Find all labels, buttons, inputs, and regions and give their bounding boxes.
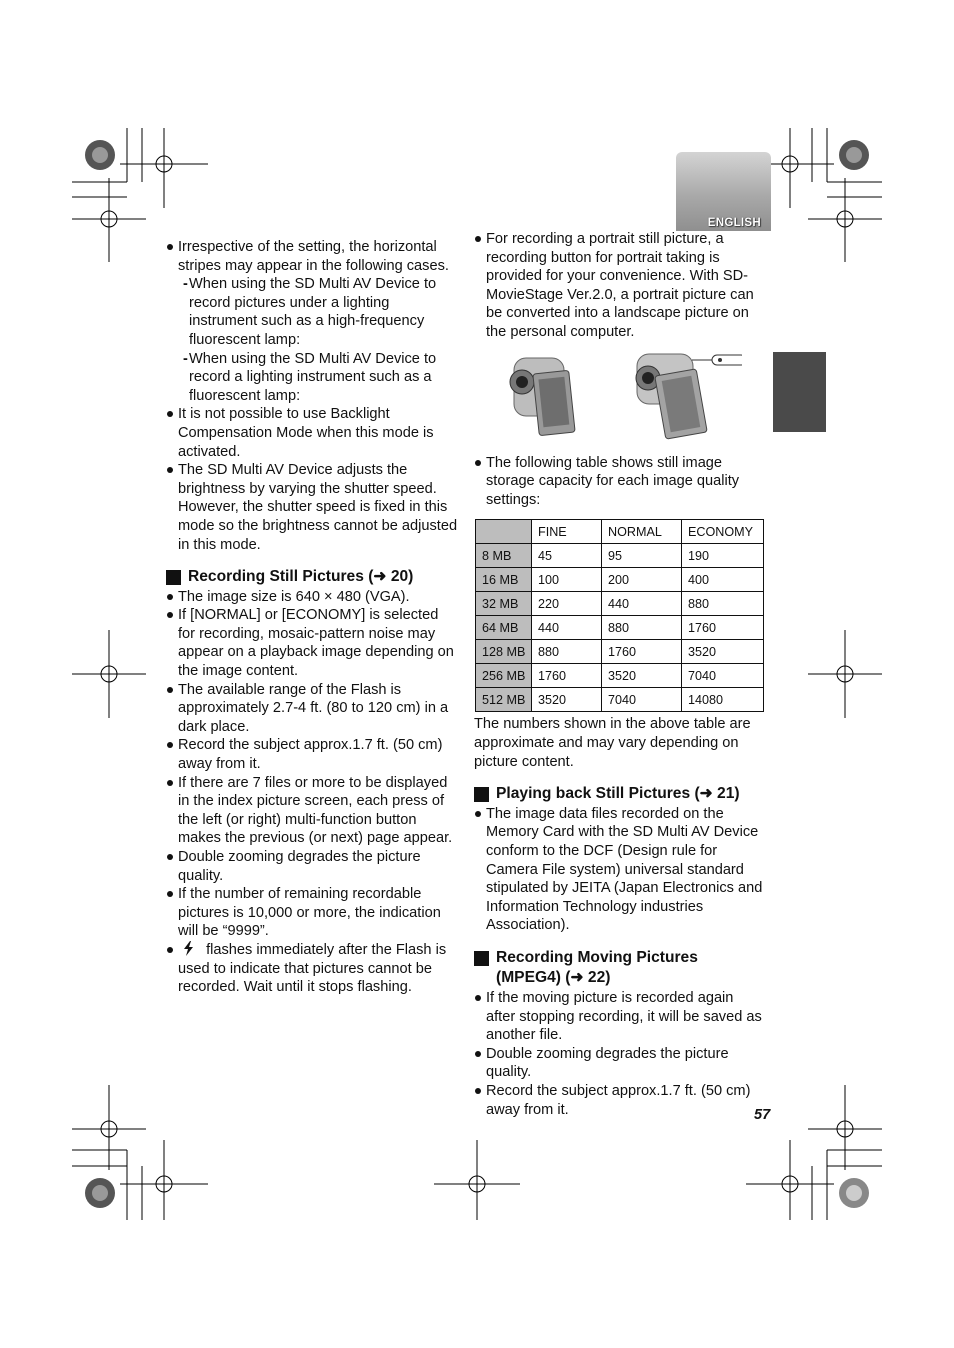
table-row-header: 128 MB	[476, 640, 532, 664]
table-cell: 95	[602, 544, 682, 568]
bullet-table-intro: The following table shows still image storage capacity for each image quality settings:	[474, 454, 766, 510]
bullet-subject-distance-movie: Record the subject approx.1.7 ft. (50 cm) away from it.	[474, 1082, 766, 1119]
table-cell: 880	[682, 592, 764, 616]
heading-recording-moving: Recording Moving Pictures (MPEG4) (➜ 22)	[474, 948, 766, 989]
language-label: ENGLISH	[707, 217, 761, 229]
table-row-header: 32 MB	[476, 592, 532, 616]
camera-photos	[502, 350, 742, 446]
camera-left-image	[510, 358, 575, 436]
table-cell: 3520	[602, 664, 682, 688]
table-cell: 100	[532, 568, 602, 592]
bullet-brightness: The SD Multi AV Device adjusts the brightness by varying the shutter speed. However, the shutter speed is fixed in this mode so the brightness cannot be adjusted in this mode.	[166, 461, 458, 554]
table-cell: 7040	[682, 664, 764, 688]
camera-right-image	[636, 354, 742, 439]
bullet-index-screen: If there are 7 files or more to be displayed in the index picture screen, each press of the left (or right) multi-function button makes the previous (or next) page appear.	[166, 774, 458, 848]
table-header-cell: NORMAL	[602, 520, 682, 544]
table-header-cell: ECONOMY	[682, 520, 764, 544]
bullet-remaining-count: If the number of remaining recordable pictures is 10,000 or more, the indication will be “9999”.	[166, 885, 458, 941]
heading-playing-back-still: Playing back Still Pictures (➜ 21)	[474, 784, 766, 805]
capacity-table	[475, 519, 764, 712]
table-cell: 400	[682, 568, 764, 592]
table-row-header: 512 MB	[476, 688, 532, 712]
table-row	[476, 688, 764, 712]
table-row	[476, 568, 764, 592]
heading-square-icon	[474, 787, 489, 802]
table-cell: 220	[532, 592, 602, 616]
table-header-cell	[476, 520, 532, 544]
bullet-image-size: The image size is 640 × 480 (VGA).	[166, 588, 458, 607]
table-row	[476, 616, 764, 640]
table-row	[476, 664, 764, 688]
table-cell: 880	[532, 640, 602, 664]
bullet-backlight: It is not possible to use Backlight Compensation Mode when this mode is activated.	[166, 405, 458, 461]
page-number: 57	[754, 1107, 771, 1123]
sub-item-fluorescent-subject: - When using the SD Multi AV Device to record a lighting instrument such as a fluorescent lamp:	[166, 350, 458, 406]
bullet-flash-indicator: flashes immediately after the Flash is used to indicate that pictures cannot be recorded. Wait until it stops flashing.	[166, 941, 458, 997]
language-tab	[676, 152, 771, 231]
section-sidebar-marker	[773, 352, 826, 432]
table-cell: 880	[602, 616, 682, 640]
table-cell: 1760	[532, 664, 602, 688]
heading-square-icon	[166, 570, 181, 585]
bullet-double-zoom: Double zooming degrades the picture quality.	[166, 848, 458, 885]
table-row	[476, 544, 764, 568]
table-cell: 200	[602, 568, 682, 592]
bullet-mosaic-noise: If [NORMAL] or [ECONOMY] is selected for recording, mosaic-pattern noise may appear on a playback image depending on the image content.	[166, 606, 458, 680]
bullet-double-zoom-movie: Double zooming degrades the picture quality.	[474, 1045, 766, 1082]
table-row-header: 16 MB	[476, 568, 532, 592]
table-cell: 440	[602, 592, 682, 616]
sub-item-fluorescent-lighting: - When using the SD Multi AV Device to record pictures under a lighting instrument such as a high-frequency fluorescent lamp:	[166, 275, 458, 349]
table-cell: 3520	[532, 688, 602, 712]
heading-square-icon	[474, 951, 489, 966]
bullet-record-again: If the moving picture is recorded again after stopping recording, it will be saved as another file.	[474, 989, 766, 1045]
table-note: The numbers shown in the above table are approximate and may vary depending on picture content.	[474, 716, 751, 770]
table-row-header: 8 MB	[476, 544, 532, 568]
table-header-cell: FINE	[532, 520, 602, 544]
bullet-subject-distance: Record the subject approx.1.7 ft. (50 cm) away from it.	[166, 736, 458, 773]
table-row-header: 64 MB	[476, 616, 532, 640]
table-cell: 190	[682, 544, 764, 568]
left-column	[166, 238, 458, 997]
table-row	[476, 592, 764, 616]
table-header-row	[476, 520, 764, 544]
bullet-flash-range: The available range of the Flash is approximately 2.7-4 ft. (80 to 120 cm) in a dark place.	[166, 681, 458, 737]
table-cell: 45	[532, 544, 602, 568]
heading-recording-still: Recording Still Pictures (➜ 20)	[166, 567, 458, 588]
bullet-dcf-standard: The image data files recorded on the Memory Card with the SD Multi AV Device conform to the DCF (Design rule for Camera File system) universal standard stipulated by JEITA (Japan Electronics and Information Technology industries Association).	[474, 805, 766, 935]
table-cell: 7040	[602, 688, 682, 712]
flash-icon	[178, 941, 202, 956]
table-row-header: 256 MB	[476, 664, 532, 688]
bullet-horizontal-stripes: Irrespective of the setting, the horizontal stripes may appear in the following cases.	[166, 238, 458, 275]
right-column	[474, 230, 766, 1119]
table-row	[476, 640, 764, 664]
table-cell: 1760	[602, 640, 682, 664]
table-cell: 3520	[682, 640, 764, 664]
table-cell: 14080	[682, 688, 764, 712]
bullet-portrait: For recording a portrait still picture, a recording button for portrait taking is provided for your convenience. With SD-MovieStage Ver.2.0, a portrait picture can be converted into a landscape picture on the personal computer.	[474, 230, 766, 342]
table-cell: 440	[532, 616, 602, 640]
table-cell: 1760	[682, 616, 764, 640]
